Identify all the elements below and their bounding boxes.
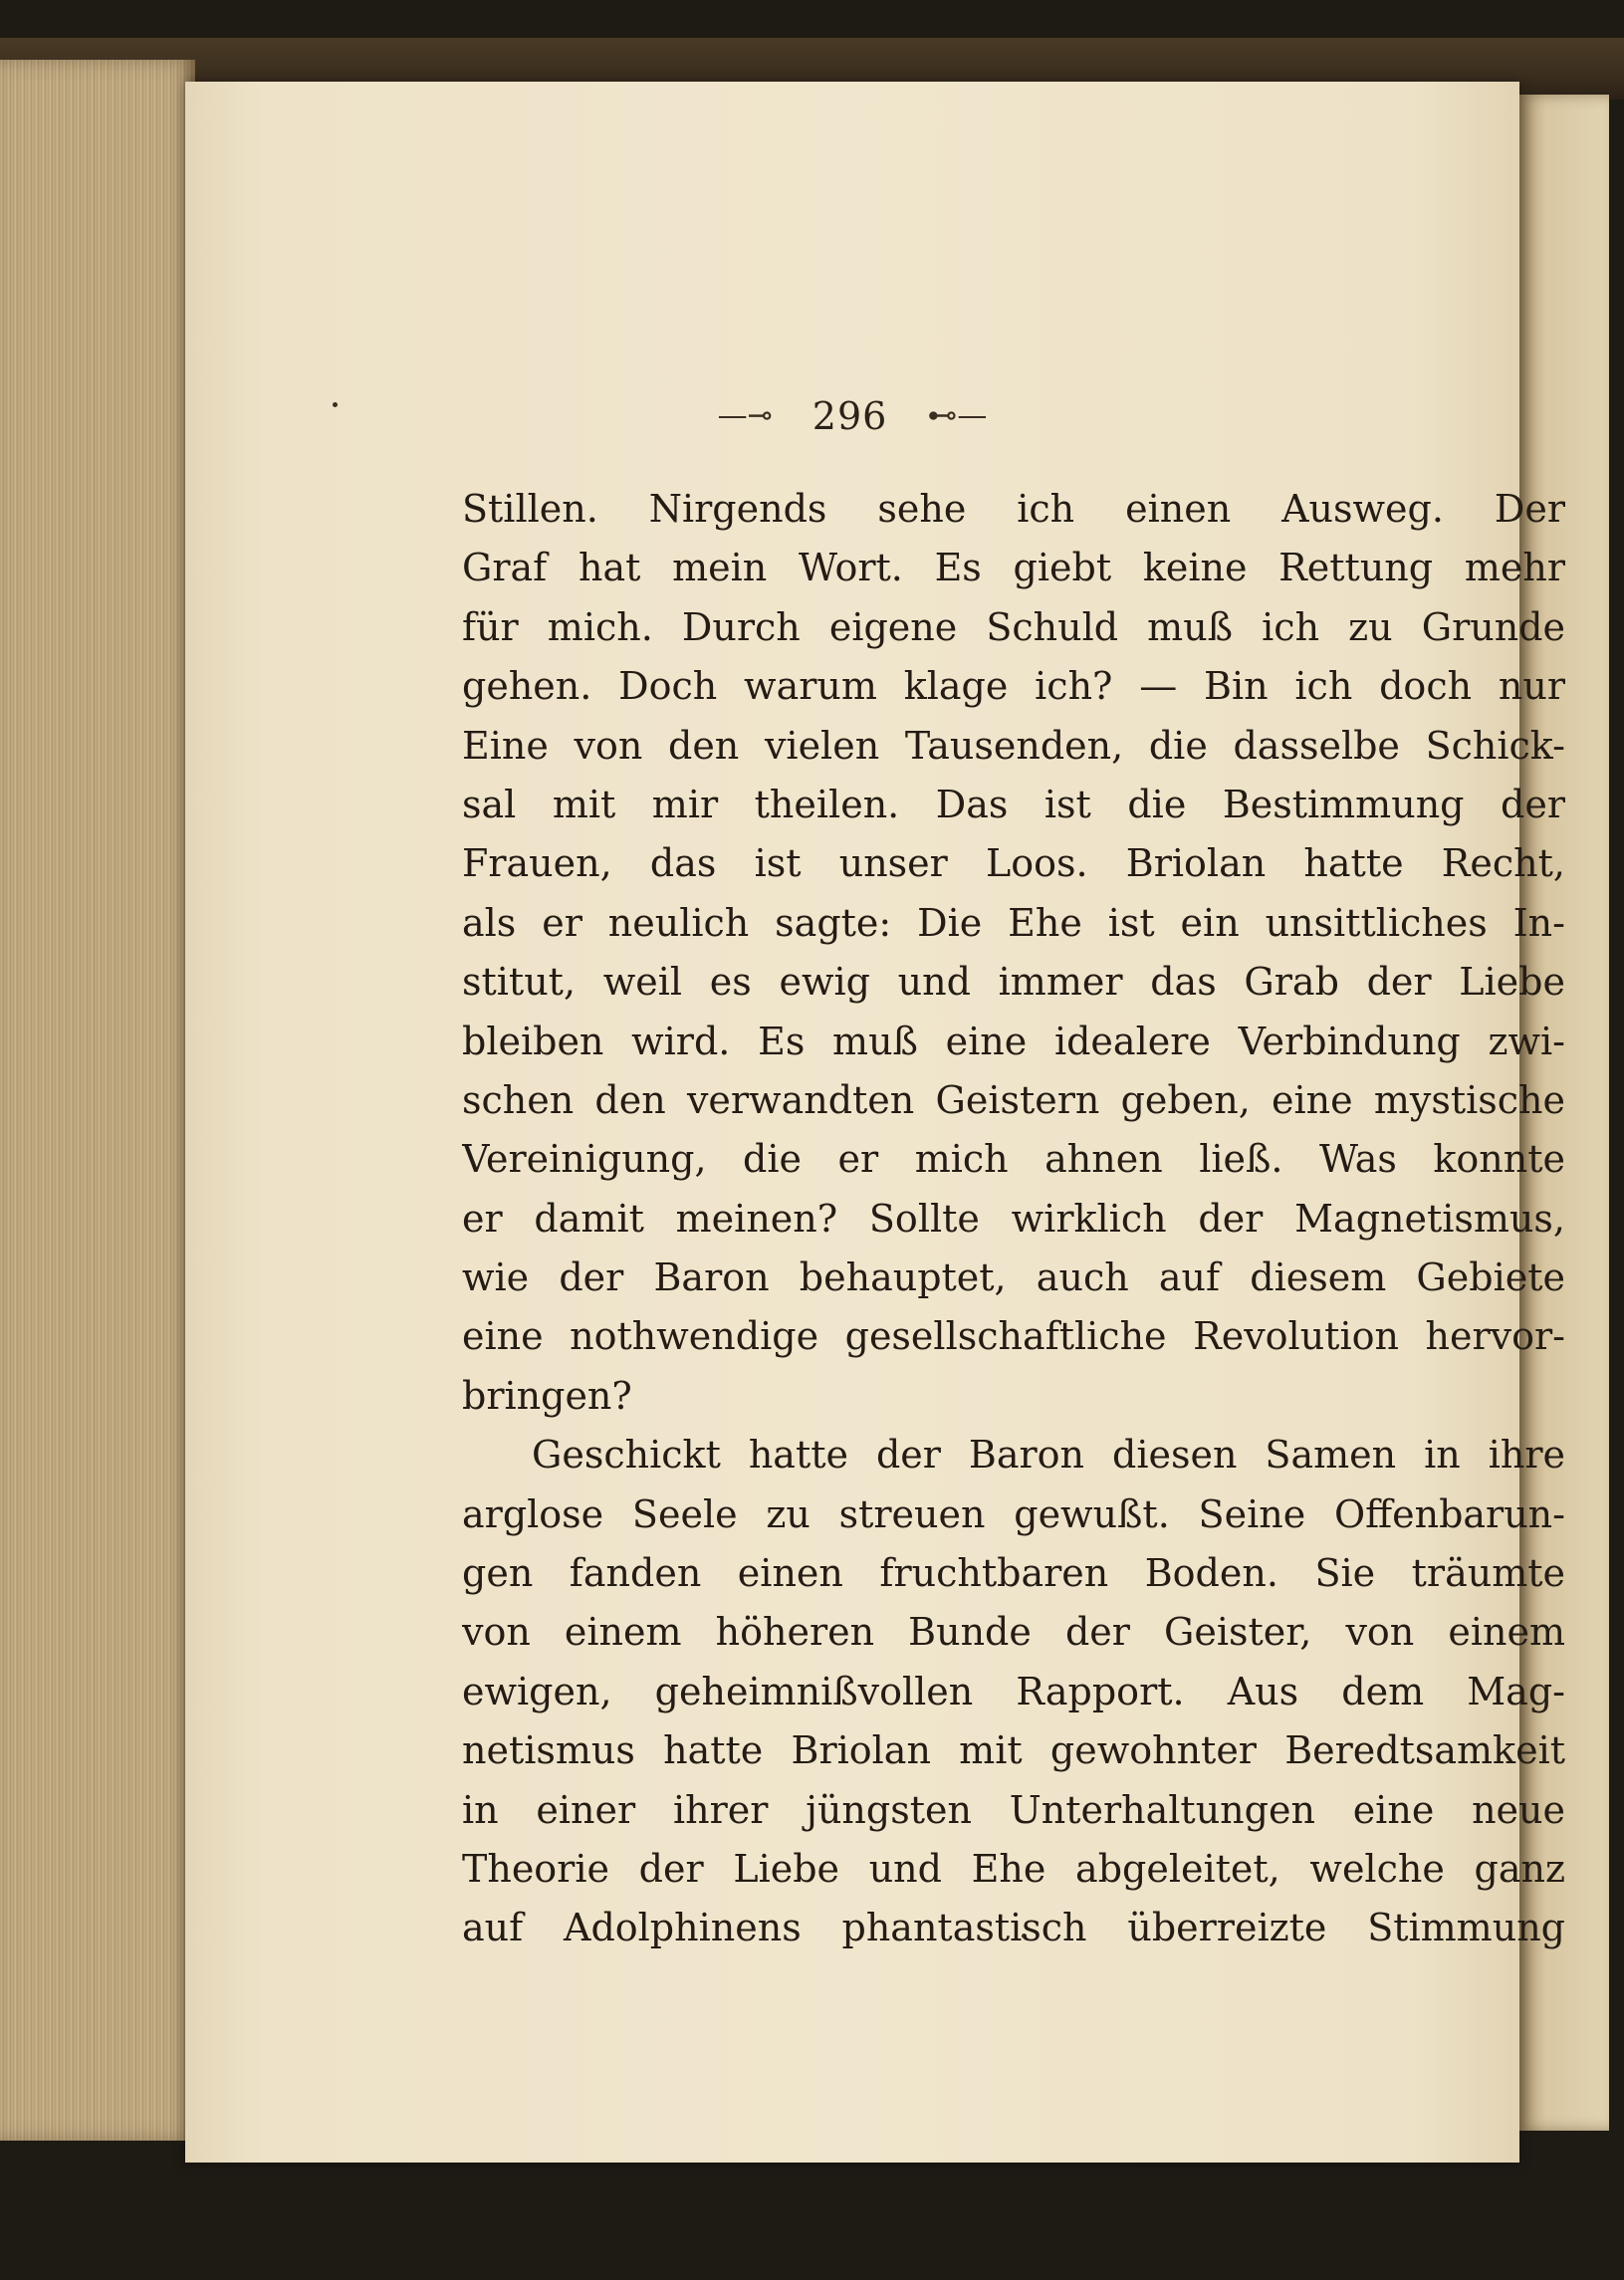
text-line: eine nothwendige gesellschaftliche Revolution hervor-: [462, 1314, 1565, 1359]
paragraph-1: [462, 480, 1565, 1426]
text-line: als er neulich sagte: Die Ehe ist ein unsittliches In-: [462, 900, 1565, 945]
text-line: sal mit mir theilen. Das ist die Bestimmung der: [462, 782, 1565, 826]
text-line: bleiben wird. Es muß eine idealere Verbindung zwi-: [462, 1019, 1565, 1063]
text-line: Stillen. Nirgends sehe ich einen Ausweg. Der: [462, 487, 1565, 531]
text-line: für mich. Durch eigene Schuld muß ich zu Grunde: [462, 604, 1565, 649]
text-line: schen den verwandten Geistern geben, eine mystische: [462, 1077, 1565, 1122]
text-line: Eine von den vielen Tausenden, die dasselbe Schick-: [462, 723, 1565, 768]
text-line: gen fanden einen fruchtbaren Boden. Sie träumte: [462, 1551, 1565, 1596]
text-line: er damit meinen? Sollte wirklich der Magnetismus,: [462, 1196, 1565, 1241]
text-line: Theorie der Liebe und Ehe abgeleitet, welche ganz: [462, 1846, 1565, 1891]
book-page: [185, 82, 1565, 2163]
text-line: Graf hat mein Wort. Es giebt keine Rettung mehr: [462, 546, 1565, 590]
paper-speck: [333, 402, 338, 407]
page-stack-edges: [0, 60, 195, 2141]
text-line: gehen. Doch warum klage ich? — Bin ich doch nur: [462, 664, 1565, 709]
page-header: [185, 390, 1519, 438]
text-line: arglose Seele zu streuen gewußt. Seine Offenbarun-: [462, 1491, 1565, 1536]
text-line: Vereinigung, die er mich ahnen ließ. Was konnte: [462, 1137, 1565, 1182]
text-line: Frauen, das ist unser Loos. Briolan hatte Recht,: [462, 841, 1565, 886]
text-line: in einer ihrer jüngsten Unterhaltungen eine neue: [462, 1787, 1565, 1832]
text-line: wie der Baron behauptet, auch auf diesem Gebiete: [462, 1255, 1565, 1300]
text-line: auf Adolphinens phantastisch überreizte Stimmung: [462, 1906, 1565, 1950]
text-line: stitut, weil es ewig und immer das Grab der Liebe: [462, 960, 1565, 1005]
text-line: netismus hatte Briolan mit gewohnter Beredtsamkeit: [462, 1728, 1565, 1773]
body-text: [462, 480, 1565, 1958]
right-ornament-icon: ⊷—: [927, 398, 988, 433]
text-line: ewigen, geheimnißvollen Rapport. Aus dem Mag-: [462, 1669, 1565, 1713]
left-ornament-icon: —⊸: [717, 398, 773, 433]
text-line: Geschickt hatte der Baron diesen Samen in ihre: [532, 1433, 1565, 1478]
page-number: 296: [812, 393, 888, 438]
text-line: bringen?: [462, 1373, 632, 1418]
text-line: von einem höheren Bunde der Geister, von einem: [462, 1610, 1565, 1655]
paragraph-2: [462, 1426, 1565, 1958]
